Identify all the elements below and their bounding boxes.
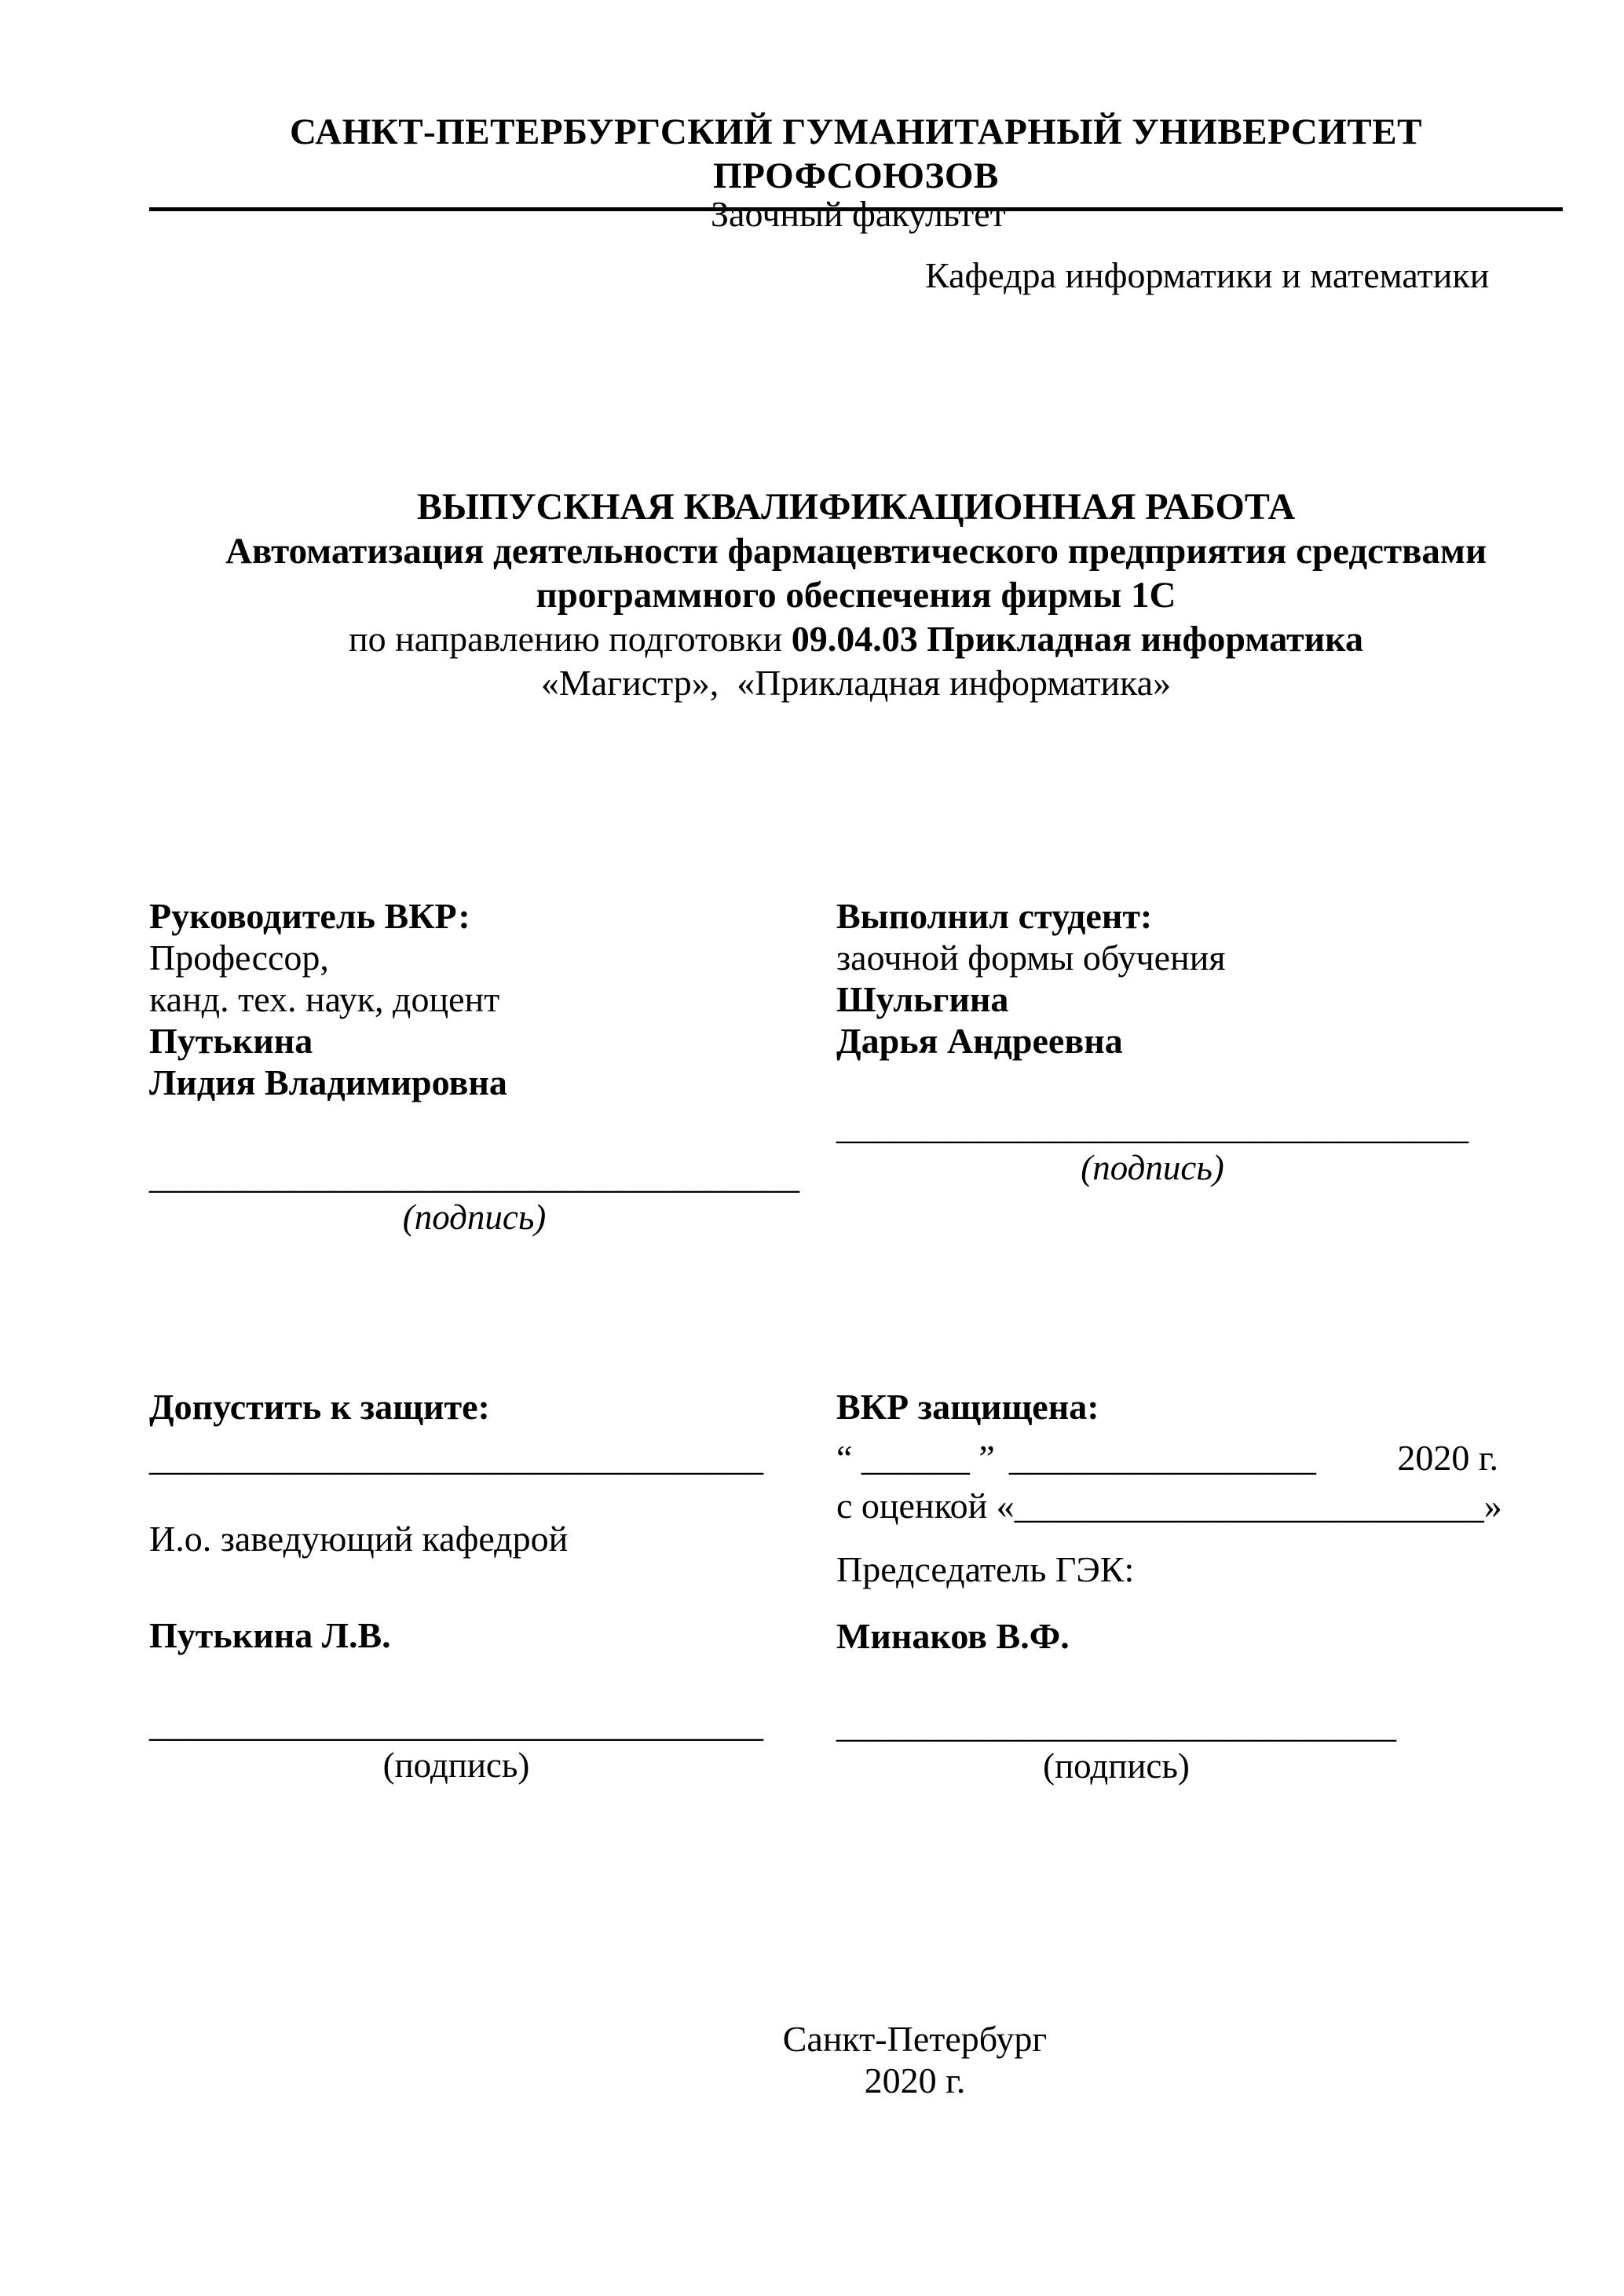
chairman-label: Председатель ГЭК:	[836, 1549, 1135, 1589]
title-block	[149, 485, 1563, 705]
head-of-department-title: И.о. заведующий кафедрой	[149, 1519, 569, 1559]
defense-month-blank: _________________	[1008, 1438, 1316, 1478]
footer-year: 2020 г.	[864, 2060, 966, 2100]
university-name: САНКТ-ПЕТЕРБУРГСКИЙ ГУМАНИТАРНЫЙ УНИВЕРСИТЕТ ПРОФСОЮЗОВ	[290, 112, 1422, 196]
admission-blank-line: __________________________________	[149, 1438, 763, 1478]
direction-prefix: по направлению подготовки	[349, 619, 792, 659]
grade-suffix: »	[1483, 1486, 1502, 1526]
defense-block	[836, 1386, 1563, 1786]
direction-code: 09.04.03 Прикладная информатика	[791, 619, 1363, 659]
grade-blank: __________________________	[1014, 1486, 1484, 1526]
supervisor-signature	[149, 1155, 799, 1238]
footer	[267, 2018, 1563, 2101]
direction-line	[149, 617, 1563, 661]
supervisor-label: Руководитель ВКР:	[149, 896, 470, 936]
supervisor-given-name: Лидия Владимировна	[149, 1062, 507, 1102]
chairman-name: Минаков В.Ф.	[836, 1616, 1070, 1656]
supervisor-signature-caption: (подпись)	[402, 1197, 547, 1237]
student-signature-caption: (подпись)	[1081, 1148, 1224, 1187]
admission-block	[149, 1386, 836, 1786]
supervisor-position-1: Профессор,	[149, 938, 329, 978]
defense-year: 2020 г.	[1397, 1438, 1498, 1478]
footer-city: Санкт-Петербург	[782, 2019, 1048, 2059]
qualification-line: «Магистр», «Прикладная информатика»	[540, 663, 1172, 703]
supervisor-block	[149, 895, 836, 1238]
admission-label: Допустить к защите:	[149, 1387, 490, 1427]
approval-section	[149, 1386, 1563, 1786]
signatories-section	[149, 895, 1563, 1238]
student-study-form: заочной формы обучения	[836, 938, 1226, 978]
chairman-signature-caption: (подпись)	[1043, 1746, 1190, 1786]
work-type-heading: ВЫПУСКНАЯ КВАЛИФИКАЦИОННАЯ РАБОТА	[416, 486, 1296, 528]
student-label: Выполнил студент:	[836, 896, 1153, 936]
department-name: Кафедра информатики и математики	[925, 255, 1490, 295]
defense-date-line	[836, 1437, 1563, 1479]
student-signature	[836, 1106, 1469, 1188]
work-title-line-1: Автоматизация деятельности фармацевтического предприятия средствами	[225, 531, 1487, 572]
defense-label: ВКР защищена:	[836, 1387, 1099, 1427]
head-of-department-name: Путькина Л.В.	[149, 1615, 391, 1655]
student-surname: Шульгина	[836, 979, 1009, 1019]
supervisor-position-2: канд. тех. наук, доцент	[149, 979, 500, 1019]
head-signature-caption: (подпись)	[382, 1746, 530, 1785]
defense-day-blank: “ ______ ”	[836, 1438, 995, 1478]
chairman-signature-line: _______________________________	[836, 1705, 1396, 1745]
student-block	[836, 895, 1563, 1238]
student-given-name: Дарья Андреевна	[836, 1021, 1123, 1061]
student-signature-line: ___________________________________	[836, 1106, 1469, 1146]
head-of-department-signature	[149, 1703, 763, 1786]
grade-line	[836, 1485, 1563, 1526]
grade-prefix: с оценкой «	[836, 1486, 1015, 1526]
faculty-name: Заочный факультет	[711, 194, 1006, 234]
head-signature-line: __________________________________	[149, 1704, 763, 1744]
supervisor-surname: Путькина	[149, 1021, 313, 1061]
work-title-line-2: программного обеспечения фирмы 1С	[536, 575, 1176, 616]
supervisor-signature-line: ____________________________________	[149, 1156, 799, 1196]
chairman-signature	[836, 1704, 1396, 1786]
